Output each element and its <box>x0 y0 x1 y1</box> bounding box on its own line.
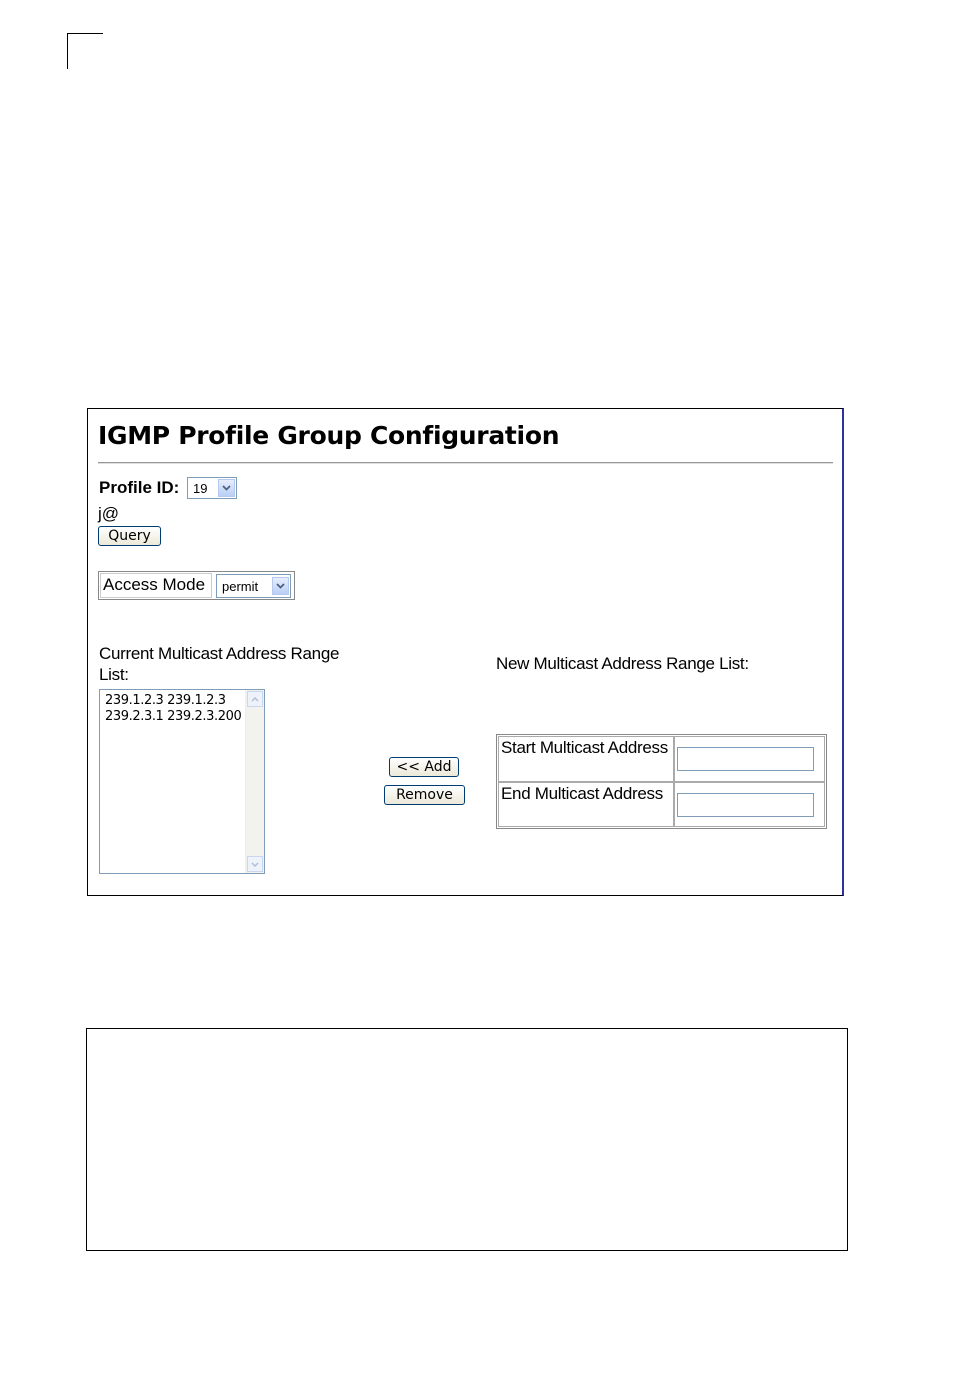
crop-mark-vertical <box>67 33 68 69</box>
end-address-input-cell <box>674 782 825 827</box>
current-address-listbox[interactable] <box>99 689 265 874</box>
query-button[interactable]: Query <box>98 526 161 546</box>
chevron-down-icon[interactable] <box>218 479 235 497</box>
remove-button[interactable]: Remove <box>384 785 465 805</box>
end-address-label-cell <box>498 782 674 827</box>
current-list-label: Current Multicast Address Range List: <box>99 644 340 684</box>
profile-id-select[interactable] <box>187 477 237 499</box>
start-address-label-cell <box>498 736 674 782</box>
chevron-down-icon[interactable] <box>272 577 289 595</box>
access-mode-label-cell <box>100 573 212 598</box>
listbox-items <box>105 693 241 725</box>
chevron-down-icon[interactable] <box>247 856 263 872</box>
end-address-input[interactable] <box>677 793 814 817</box>
access-mode-select[interactable] <box>216 574 291 598</box>
list-item[interactable]: 239.2.3.1 239.2.3.200 <box>105 709 242 724</box>
access-mode-label: Access Mode <box>103 575 206 594</box>
access-mode-table <box>98 571 295 600</box>
start-address-input[interactable] <box>677 747 814 771</box>
listbox-scrollbar[interactable] <box>245 690 264 873</box>
crop-mark-horizontal <box>67 33 103 34</box>
title-divider <box>98 462 833 464</box>
chevron-up-icon[interactable] <box>247 691 263 707</box>
add-button[interactable]: << Add <box>389 757 459 777</box>
igmp-profile-panel <box>87 408 844 896</box>
end-address-label: End Multicast Address <box>501 784 663 803</box>
list-item[interactable]: 239.1.2.3 239.1.2.3 <box>105 693 226 708</box>
new-list-label: New Multicast Address Range List: <box>496 654 749 673</box>
access-mode-value: permit <box>222 578 259 594</box>
stray-text: j@ <box>98 504 120 523</box>
profile-id-label: Profile ID: <box>99 478 180 497</box>
start-address-input-cell <box>674 736 825 782</box>
new-address-table <box>496 734 827 829</box>
profile-id-value: 19 <box>193 480 208 496</box>
start-address-label: Start Multicast Address <box>501 738 668 757</box>
page-title: IGMP Profile Group Configuration <box>98 421 560 450</box>
empty-content-box <box>86 1028 848 1251</box>
